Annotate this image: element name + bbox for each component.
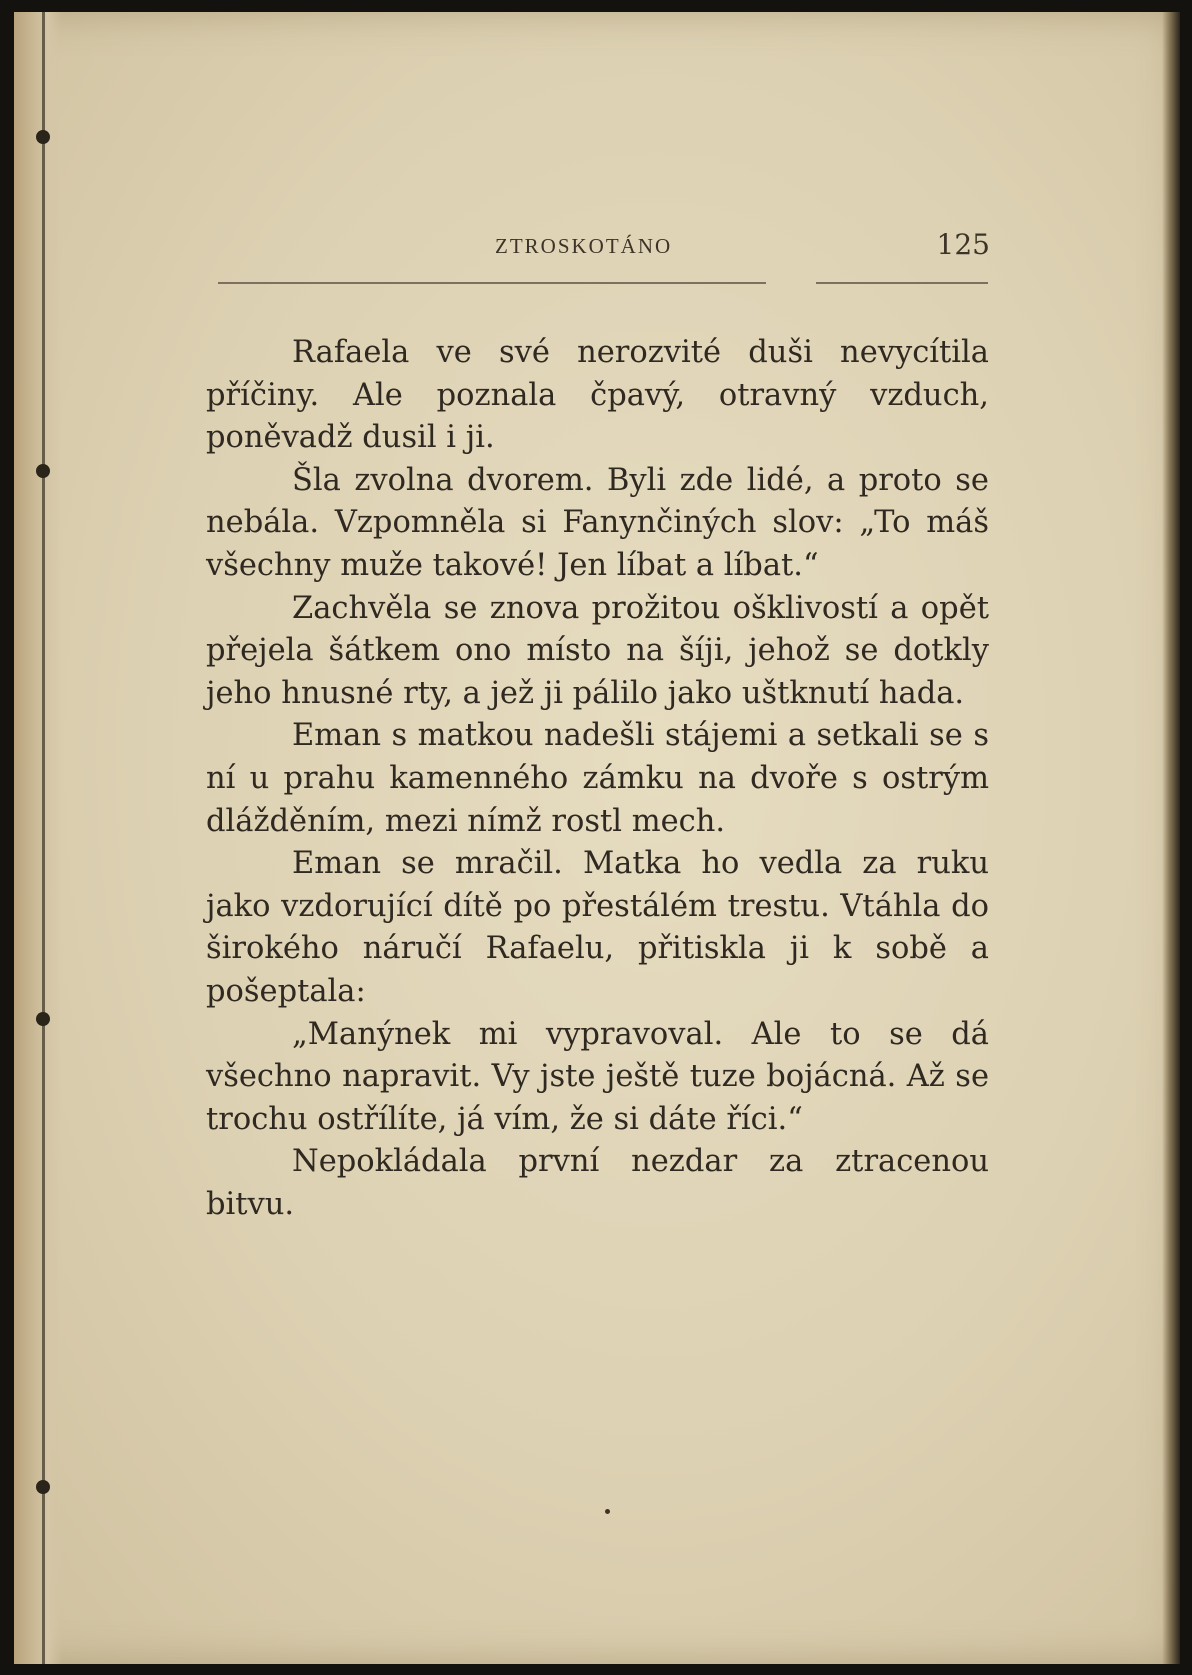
running-head-title: ZTROSKOTÁNO bbox=[495, 234, 673, 258]
running-head-rule bbox=[816, 282, 988, 284]
page-right-edge bbox=[1162, 12, 1180, 1664]
paragraph: Šla zvolna dvorem. Byli zde lidé, a proto se nebála. Vzpomněla si Fanynčiných slov: „To máš všechny muže takové! Jen líbat a líbat.“ bbox=[206, 462, 989, 583]
paragraph: „Manýnek mi vypravoval. Ale to se dá všechno napravit. Vy jste ještě tuze bojácná. Až se trochu ostřílíte, já vím, že si dáte říci.“ bbox=[206, 1016, 989, 1137]
ink-speck bbox=[605, 1509, 610, 1514]
binding-thread-mark bbox=[36, 130, 50, 144]
paragraph: Eman s matkou nadešli stájemi a setkali se s ní u prahu kamenného zámku na dvoře s ostrým dlážděním, mezi nímž rostl mech. bbox=[206, 718, 989, 839]
paragraph: Zachvěla se znova prožitou ošklivostí a opět přejela šátkem ono místo na šíji, jehož se dotkly jeho hnusné rty, a jež ji pálilo jako uštknutí hada. bbox=[206, 590, 989, 711]
paragraph: Nepokládala první nezdar za ztracenou bitvu. bbox=[206, 1144, 989, 1222]
page-number: 125 bbox=[936, 228, 990, 261]
paragraph: Eman se mračil. Matka ho vedla za ruku jako vzdorující dítě po přestálém trestu. Vtáhla do širokého náručí Rafaelu, přitiskla ji k sobě a pošeptala: bbox=[206, 846, 989, 1009]
paragraph: Rafaela ve své nerozvité duši nevycítila příčiny. Ale poznala čpavý, otravný vzduch, poněvadž dusil i ji. bbox=[206, 335, 989, 456]
binding-thread-mark bbox=[36, 1480, 50, 1494]
body-text bbox=[206, 332, 989, 1226]
running-head-rule bbox=[218, 282, 766, 284]
binding-thread-mark bbox=[36, 1012, 50, 1026]
page-gutter bbox=[14, 12, 62, 1664]
binding-thread-mark bbox=[36, 464, 50, 478]
binding-line bbox=[42, 12, 45, 1664]
running-head bbox=[200, 228, 990, 268]
